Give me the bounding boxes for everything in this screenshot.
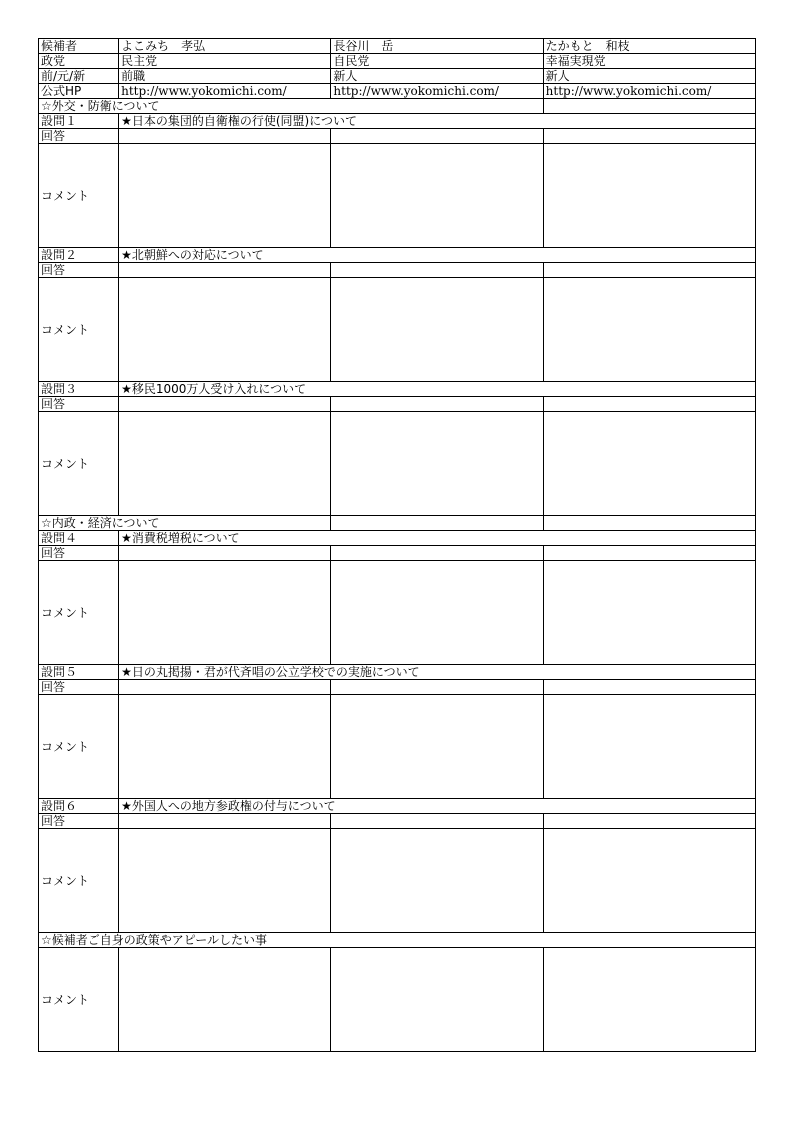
answer-cell[interactable] (119, 814, 331, 829)
candidate-name: たかもと 和枝 (543, 39, 755, 54)
comment-cell[interactable] (119, 412, 331, 516)
answer-cell[interactable] (543, 546, 755, 561)
empty-cell (331, 516, 543, 531)
comment-cell[interactable] (543, 412, 755, 516)
empty-cell (543, 516, 755, 531)
answer-label: 回答 (39, 129, 119, 144)
comment-row (39, 412, 756, 516)
comment-cell[interactable] (331, 561, 543, 665)
comment-row (39, 278, 756, 382)
answer-cell[interactable] (119, 397, 331, 412)
answer-cell[interactable] (119, 263, 331, 278)
answer-cell[interactable] (331, 263, 543, 278)
comment-cell[interactable] (119, 948, 331, 1052)
question-text: ★外国人への地方参政権の付与について (119, 799, 756, 814)
answer-cell[interactable] (119, 680, 331, 695)
comment-cell[interactable] (119, 144, 331, 248)
answer-row (39, 680, 756, 695)
question-label: 設問１ (39, 114, 119, 129)
comment-label: コメント (39, 278, 119, 382)
comment-cell[interactable] (331, 144, 543, 248)
party-row (39, 54, 756, 69)
answer-cell[interactable] (543, 263, 755, 278)
comment-cell[interactable] (119, 278, 331, 382)
answer-row (39, 263, 756, 278)
comment-row (39, 948, 756, 1052)
section-title-appeal: ☆候補者ご自身の政策やアピールしたい事 (39, 933, 756, 948)
row-label-party: 政党 (39, 54, 119, 69)
comment-cell[interactable] (119, 829, 331, 933)
candidate-hp-link[interactable]: http://www.yokomichi.com/ (119, 84, 331, 99)
candidate-row (39, 39, 756, 54)
answer-cell[interactable] (331, 397, 543, 412)
question-label: 設問３ (39, 382, 119, 397)
answer-cell[interactable] (543, 397, 755, 412)
candidate-party: 民主党 (119, 54, 331, 69)
answer-cell[interactable] (331, 546, 543, 561)
question-row (39, 665, 756, 680)
candidate-status: 前職 (119, 69, 331, 84)
answer-cell[interactable] (119, 546, 331, 561)
comment-row (39, 829, 756, 933)
comment-cell[interactable] (119, 561, 331, 665)
section-row (39, 99, 756, 114)
comment-cell[interactable] (119, 695, 331, 799)
question-row (39, 248, 756, 263)
comment-cell[interactable] (331, 948, 543, 1052)
comment-label: コメント (39, 948, 119, 1052)
hp-row (39, 84, 756, 99)
comment-cell[interactable] (543, 695, 755, 799)
question-text: ★日本の集団的自衛権の行使(同盟)について (119, 114, 756, 129)
status-row (39, 69, 756, 84)
candidate-status: 新人 (331, 69, 543, 84)
comment-label: コメント (39, 695, 119, 799)
comment-row (39, 561, 756, 665)
answer-label: 回答 (39, 397, 119, 412)
question-label: 設問４ (39, 531, 119, 546)
candidate-name: よこみち 孝弘 (119, 39, 331, 54)
comment-cell[interactable] (331, 695, 543, 799)
candidate-hp-link[interactable]: http://www.yokomichi.com/ (331, 84, 543, 99)
comment-label: コメント (39, 829, 119, 933)
row-label-status: 前/元/新 (39, 69, 119, 84)
answer-cell[interactable] (543, 680, 755, 695)
answer-cell[interactable] (331, 814, 543, 829)
question-row (39, 531, 756, 546)
comment-cell[interactable] (331, 829, 543, 933)
answer-label: 回答 (39, 263, 119, 278)
question-label: 設問６ (39, 799, 119, 814)
comment-cell[interactable] (543, 144, 755, 248)
answer-row (39, 546, 756, 561)
row-label-hp: 公式HP (39, 84, 119, 99)
question-text: ★移民1000万人受け入れについて (119, 382, 756, 397)
question-row (39, 382, 756, 397)
candidate-name: 長谷川 岳 (331, 39, 543, 54)
answer-label: 回答 (39, 546, 119, 561)
comment-label: コメント (39, 412, 119, 516)
section-title-foreign: ☆外交・防衛について (39, 99, 544, 114)
comment-cell[interactable] (543, 829, 755, 933)
empty-cell (543, 99, 755, 114)
comment-row (39, 695, 756, 799)
comment-cell[interactable] (331, 412, 543, 516)
answer-row (39, 129, 756, 144)
answer-cell[interactable] (119, 129, 331, 144)
answer-label: 回答 (39, 814, 119, 829)
candidate-party: 自民党 (331, 54, 543, 69)
section-title-domestic: ☆内政・経済について (39, 516, 331, 531)
comment-row (39, 144, 756, 248)
answer-row (39, 397, 756, 412)
section-row (39, 933, 756, 948)
answer-cell[interactable] (543, 129, 755, 144)
candidate-party: 幸福実現党 (543, 54, 755, 69)
answer-row (39, 814, 756, 829)
question-label: 設問５ (39, 665, 119, 680)
candidate-hp-link[interactable]: http://www.yokomichi.com/ (543, 84, 755, 99)
candidate-survey-table (38, 38, 756, 1052)
candidate-status: 新人 (543, 69, 755, 84)
comment-cell[interactable] (543, 561, 755, 665)
answer-cell[interactable] (331, 680, 543, 695)
answer-label: 回答 (39, 680, 119, 695)
question-text: ★消費税増税について (119, 531, 756, 546)
answer-cell[interactable] (543, 814, 755, 829)
comment-label: コメント (39, 561, 119, 665)
row-label-candidate: 候補者 (39, 39, 119, 54)
question-text: ★日の丸掲揚・君が代斉唱の公立学校での実施について (119, 665, 756, 680)
question-row (39, 799, 756, 814)
section-row (39, 516, 756, 531)
question-row (39, 114, 756, 129)
answer-cell[interactable] (331, 129, 543, 144)
comment-cell[interactable] (543, 948, 755, 1052)
comment-cell[interactable] (543, 278, 755, 382)
comment-label: コメント (39, 144, 119, 248)
question-text: ★北朝鮮への対応について (119, 248, 756, 263)
question-label: 設問２ (39, 248, 119, 263)
comment-cell[interactable] (331, 278, 543, 382)
